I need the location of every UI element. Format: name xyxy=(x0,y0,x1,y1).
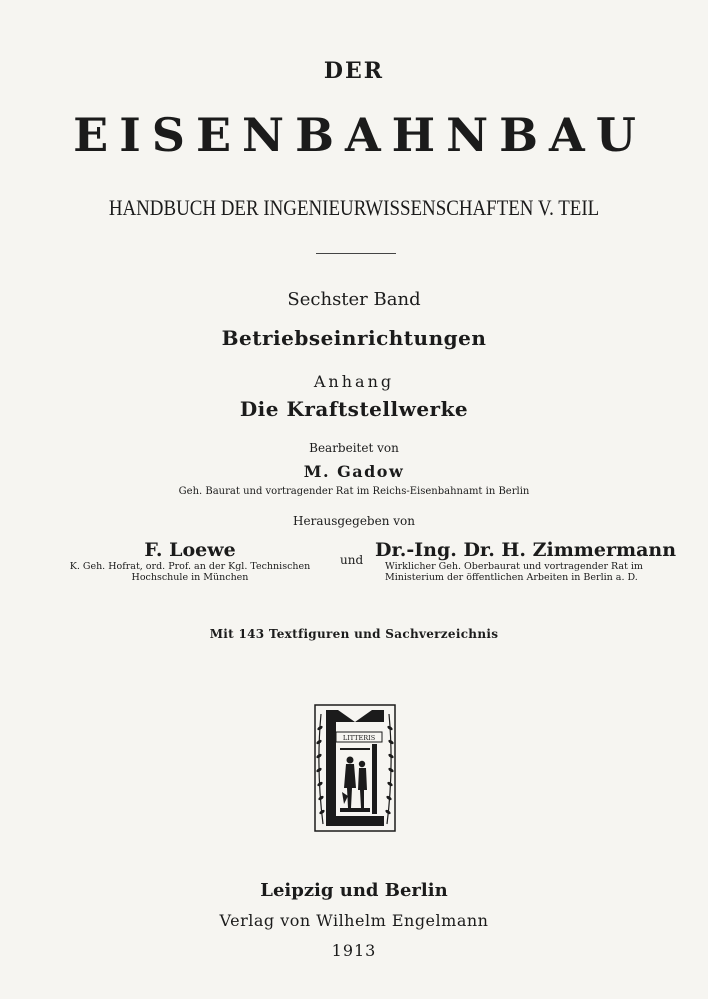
volume-band: Sechster Band xyxy=(287,289,421,310)
editors-label: Herausgegeben von xyxy=(293,514,415,528)
emblem-inscription: LITTERIS xyxy=(342,734,376,742)
author-name: M. Gadow xyxy=(303,462,405,481)
editor-left xyxy=(40,539,340,583)
editor-left-role-1: K. Geh. Hofrat, ord. Prof. an der Kgl. Technischen xyxy=(69,561,311,572)
main-title: EISENBAHNBAU xyxy=(73,108,647,162)
divider xyxy=(316,253,396,254)
pre-title: DER xyxy=(323,58,385,84)
appendix-label: Anhang xyxy=(313,372,395,391)
author-label: Bearbeitet von xyxy=(309,441,399,455)
imprint-place: Leipzig und Berlin xyxy=(260,880,448,901)
figures-note: Mit 143 Textfiguren und Sachverzeichnis xyxy=(209,627,499,641)
imprint-publisher: Verlag von Wilhelm Engelmann xyxy=(219,911,489,930)
editor-right-role-1: Wirklicher Geh. Oberbaurat und vortragender Rat im xyxy=(385,561,643,572)
imprint-year: 1913 xyxy=(331,941,377,960)
author-role: Geh. Baurat und vortragender Rat im Reichs-Eisenbahnamt in Berlin xyxy=(178,486,530,497)
publisher-emblem-icon xyxy=(314,704,396,832)
subtitle: HANDBUCH DER INGENIEURWISSENSCHAFTEN V. TEIL xyxy=(108,195,600,220)
editor-left-role-2: Hochschule in München xyxy=(131,572,249,583)
editor-right-role-2: Ministerium der öffentlichen Arbeiten in Berlin a. D. xyxy=(385,572,638,583)
appendix-title: Die Kraftstellwerke xyxy=(239,397,469,421)
editor-right xyxy=(375,539,675,583)
volume-subject: Betriebseinrichtungen xyxy=(221,326,487,350)
editors-connector: und xyxy=(340,553,364,567)
editor-right-name: Dr.-Ing. Dr. H. Zimmermann xyxy=(375,539,677,561)
editor-left-name: F. Loewe xyxy=(144,539,236,561)
